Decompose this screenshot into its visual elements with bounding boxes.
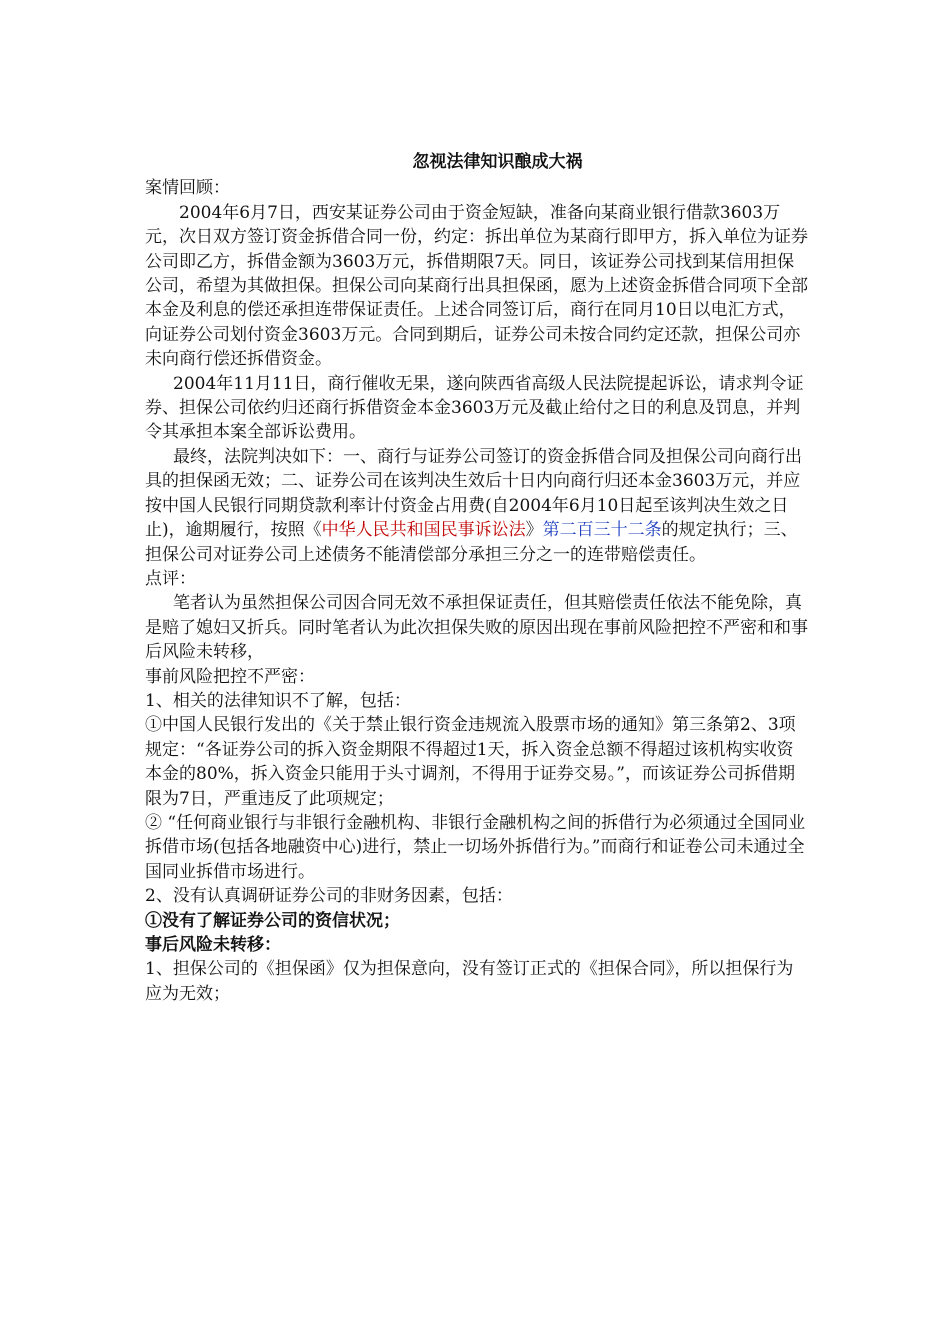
paragraph-text: 的规定执行；三、担保公司对证券公司上述债务不能清偿部分承担三分之一的连带赔偿责任。: [145, 520, 798, 565]
article-link[interactable]: 第二百三十二条: [542, 520, 662, 541]
paragraph-comment: 笔者认为虽然担保公司因合同无效不承担保证责任，但其赔偿责任依法不能免除，真是赔了媳妇又折兵。同时笔者认为此次担保失败的原因出现在事前风险把控不严密和和事后风险未转移，: [145, 593, 808, 663]
paragraph-case-1: 2004年6月7日，西安某证券公司由于资金短缺，准备向某商业银行借款3603万元，次日双方签订资金拆借合同一份，约定：拆出单位为某商行即甲方，拆入单位为证券公司即乙方，拆借金额为3603万元，拆借期限7天。同日，该证券公司找到某信用担保公司，希望为其做担保。担保公司向某商行出具担保函，愿为上述资金拆借合同项下全部本金及利息的偿还承担连带保证责任。上述合同签订后，商行在同月10日以电汇方式，向证券公司划付资金3603万元。合同到期后，证券公司未按合同约定还款，担保公司亦未向商行偿还拆借资金。: [145, 202, 808, 370]
paragraph-text: 》: [525, 520, 543, 541]
list-item: 1、担保公司的《担保函》仅为担保意向，没有签订正式的《担保合同》，所以担保行为应为无效；: [145, 959, 794, 1004]
document-title: 忽视法律知识酿成大祸: [412, 152, 583, 172]
list-item: ①中国人民银行发出的《关于禁止银行资金违规流入股票市场的通知》第三条第2、3项规定：“各证券公司的拆入资金期限不得超过1天，拆入资金总额不得超过该机构实收资本金的80%，拆入资金只能用于头寸调剂，不得用于证券交易。”，而该证券公司拆借期限为7日，严重违反了此项规定；: [145, 715, 796, 809]
section-heading-case: 案情回顾：: [145, 178, 230, 199]
subheading-post-risk: 事后风险未转移：: [145, 935, 281, 955]
paragraph-case-2: 2004年11月11日，商行催收无果，遂向陕西省高级人民法院提起诉讼，请求判令证券、担保公司依约归还商行拆借资金本金3603万元及截止给付之日的利息及罚息，并判令其承担本案全部诉讼费用。: [145, 373, 804, 443]
subheading-pre-risk: 事前风险把控不严密：: [145, 666, 315, 687]
section-heading-comment: 点评：: [145, 568, 196, 589]
document-page: [145, 150, 810, 1006]
list-item: ② “任何商业银行与非银行金融机构、非银行金融机构之间的拆借行为必须通过全国同业拆借市场(包括各地融资中心)进行，禁止一切场外拆借行为。”而商行和证卷公司未通过全国同业拆借市场进行。: [145, 812, 806, 882]
list-item: 2、没有认真调研证券公司的非财务因素，包括：: [145, 886, 513, 907]
list-item: 1、相关的法律知识不了解，包括：: [145, 690, 411, 711]
list-item: ①没有了解证券公司的资信状况；: [145, 910, 400, 931]
paragraph-text: 最终，法院判决如下：一、商行与证券公司签订的资金拆借合同及担保公司向商行出具的担保函无效；二、证券公司在该判决生效后十日内向商行归还本金3603万元，并应按中国人民银行同期贷款利率计付资金占用费(自2004年6月10日起至该判决生效之日止)，逾期履行，按照《: [145, 446, 802, 541]
paragraph-case-3: [145, 445, 810, 567]
law-link[interactable]: 中华人民共和国民事诉讼法: [321, 520, 526, 541]
